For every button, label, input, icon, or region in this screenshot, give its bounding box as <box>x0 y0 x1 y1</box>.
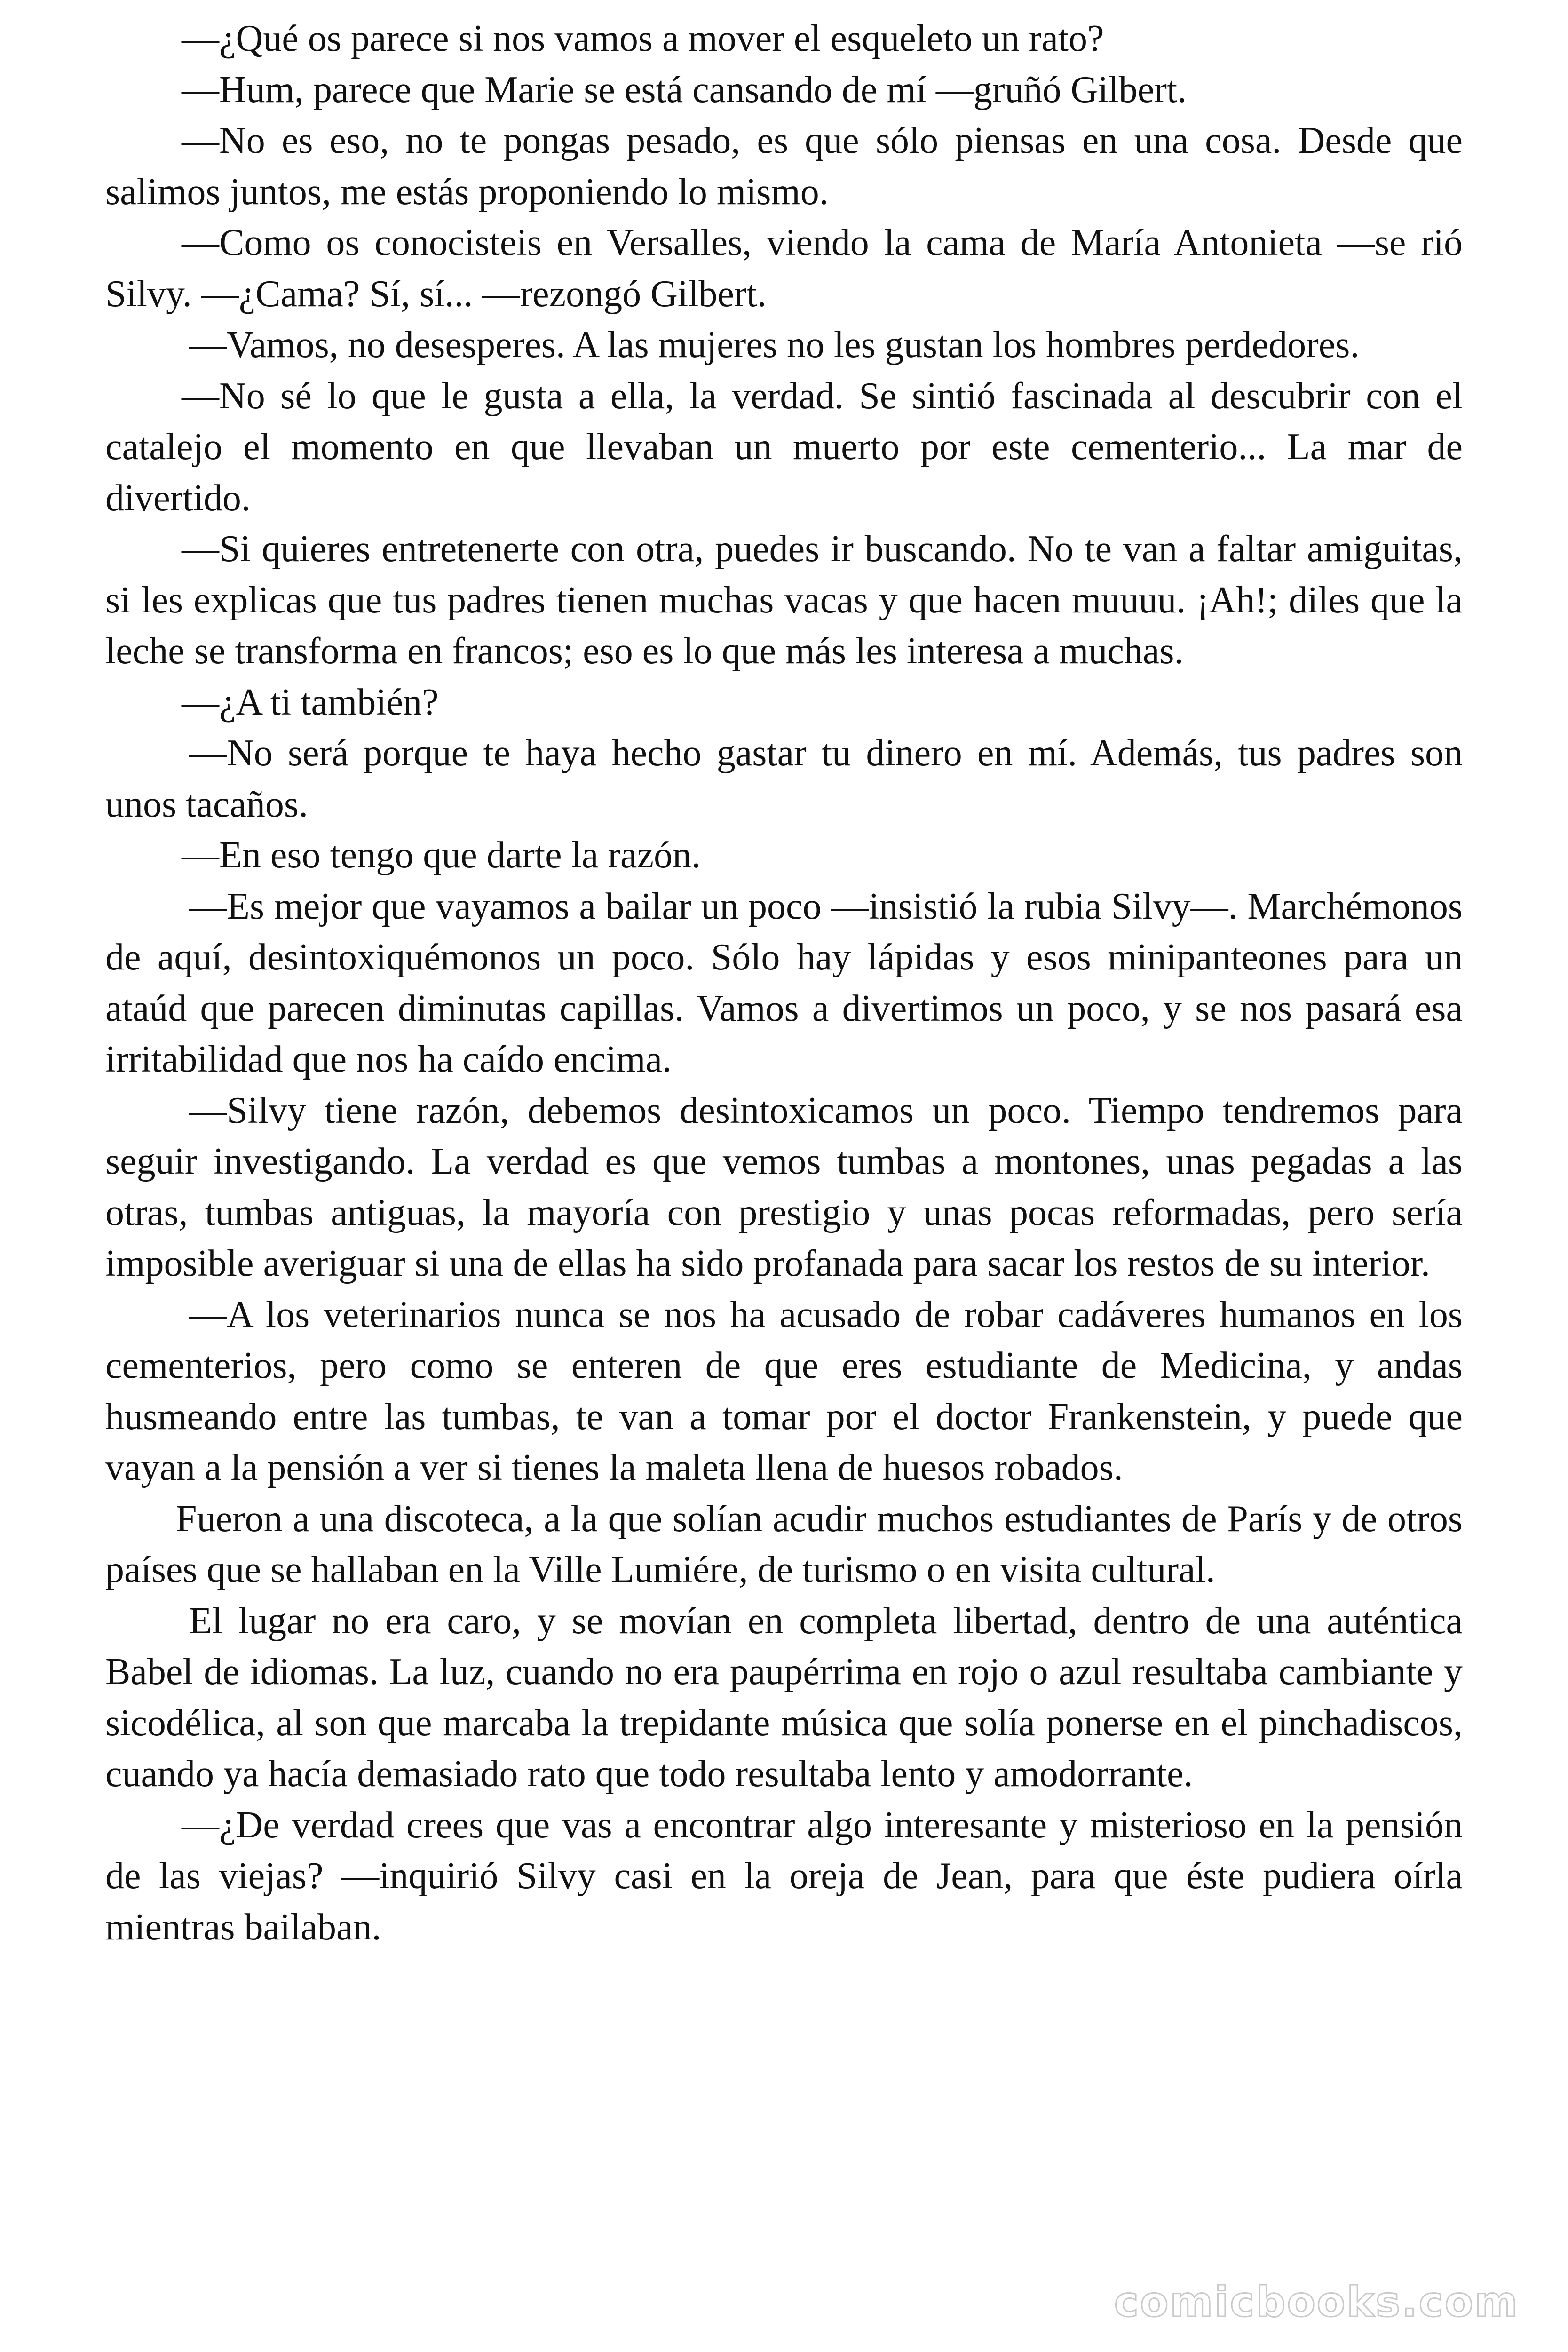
paragraph: —¿A ti también? <box>182 681 439 723</box>
paragraph: Fueron a una discoteca, a la que solían acudir muchos estudiantes de París y de otros países que se hallaban en la Ville Lumiére, de turismo o en visita cultural. <box>105 1498 1463 1590</box>
paragraph: —No sé lo que le gusta a ella, la verdad. Se sintió fascinada al descubrir con el catalejo el momento en que llevaban un muerto por este cementerio... La mar de divertido. <box>105 375 1463 519</box>
paragraph: —Vamos, no desesperes. A las mujeres no les gustan los hombres perdedores. <box>189 324 1360 366</box>
paragraph: —A los veterinarios nunca se nos ha acusado de robar cadáveres humanos en los cementerios, pero como se enteren de que eres estudiante de Medicina, y andas husmeando entre las tumbas, te van a tomar por el doctor Frankenstein, y puede que vayan a la pensión a ver si tienes la maleta llena de huesos robados. <box>105 1294 1463 1488</box>
paragraph: —No es eso, no te pongas pesado, es que sólo piensas en una cosa. Desde que salimos juntos, me estás proponiendo lo mismo. <box>105 120 1463 213</box>
paragraph: —No será porque te haya hecho gastar tu dinero en mí. Además, tus padres son unos tacaños. <box>105 732 1463 825</box>
paragraph: —Hum, parece que Marie se está cansando de mí —gruñó Gilbert. <box>182 69 1187 111</box>
page-text <box>105 13 1463 1953</box>
watermark-text: comicbooks.com <box>1114 2278 1519 2326</box>
paragraph: —¿Qué os parece si nos vamos a mover el esqueleto un rato? <box>182 18 1104 59</box>
paragraph: —Es mejor que vayamos a bailar un poco —insistió la rubia Silvy—. Marchémonos de aquí, desintoxiquémonos un poco. Sólo hay lápidas y esos minipanteones para un ataúd que parecen diminutas capillas. Vamos a divertimos un poco, y se nos pasará esa irritabilidad que nos ha caído encima. <box>105 885 1463 1080</box>
paragraph: El lugar no era caro, y se movían en completa libertad, dentro de una auténtica Babel de idiomas. La luz, cuando no era paupérrima en rojo o azul resultaba cambiante y sicodélica, al son que marcaba la trepidante música que solía ponerse en el pinchadiscos, cuando ya hacía demasiado rato que todo resultaba lento y amodorrante. <box>105 1600 1463 1795</box>
paragraph: —¿De verdad crees que vas a encontrar algo interesante y misterioso en la pensión de las viejas? —inquirió Silvy casi en la oreja de Jean, para que éste pudiera oírla mientras bailaban. <box>105 1804 1463 1948</box>
paragraph: —Como os conocisteis en Versalles, viendo la cama de María Antonieta —se rió Silvy. —¿Cama? Sí, sí... —rezongó Gilbert. <box>105 222 1463 315</box>
paragraph: —Silvy tiene razón, debemos desintoxicamos un poco. Tiempo tendremos para seguir investigando. La verdad es que vemos tumbas a montones, unas pegadas a las otras, tumbas antiguas, la mayoría con prestigio y unas pocas reformadas, pero sería imposible averiguar si una de ellas ha sido profanada para sacar los restos de su interior. <box>105 1089 1463 1284</box>
paragraph: —Si quieres entretenerte con otra, puedes ir buscando. No te van a faltar amiguitas, si les explicas que tus padres tienen muchas vacas y que hacen muuuu. ¡Ah!; diles que la leche se transforma en francos; eso es lo que más les interesa a muchas. <box>105 528 1463 672</box>
paragraph: —En eso tengo que darte la razón. <box>182 834 701 876</box>
